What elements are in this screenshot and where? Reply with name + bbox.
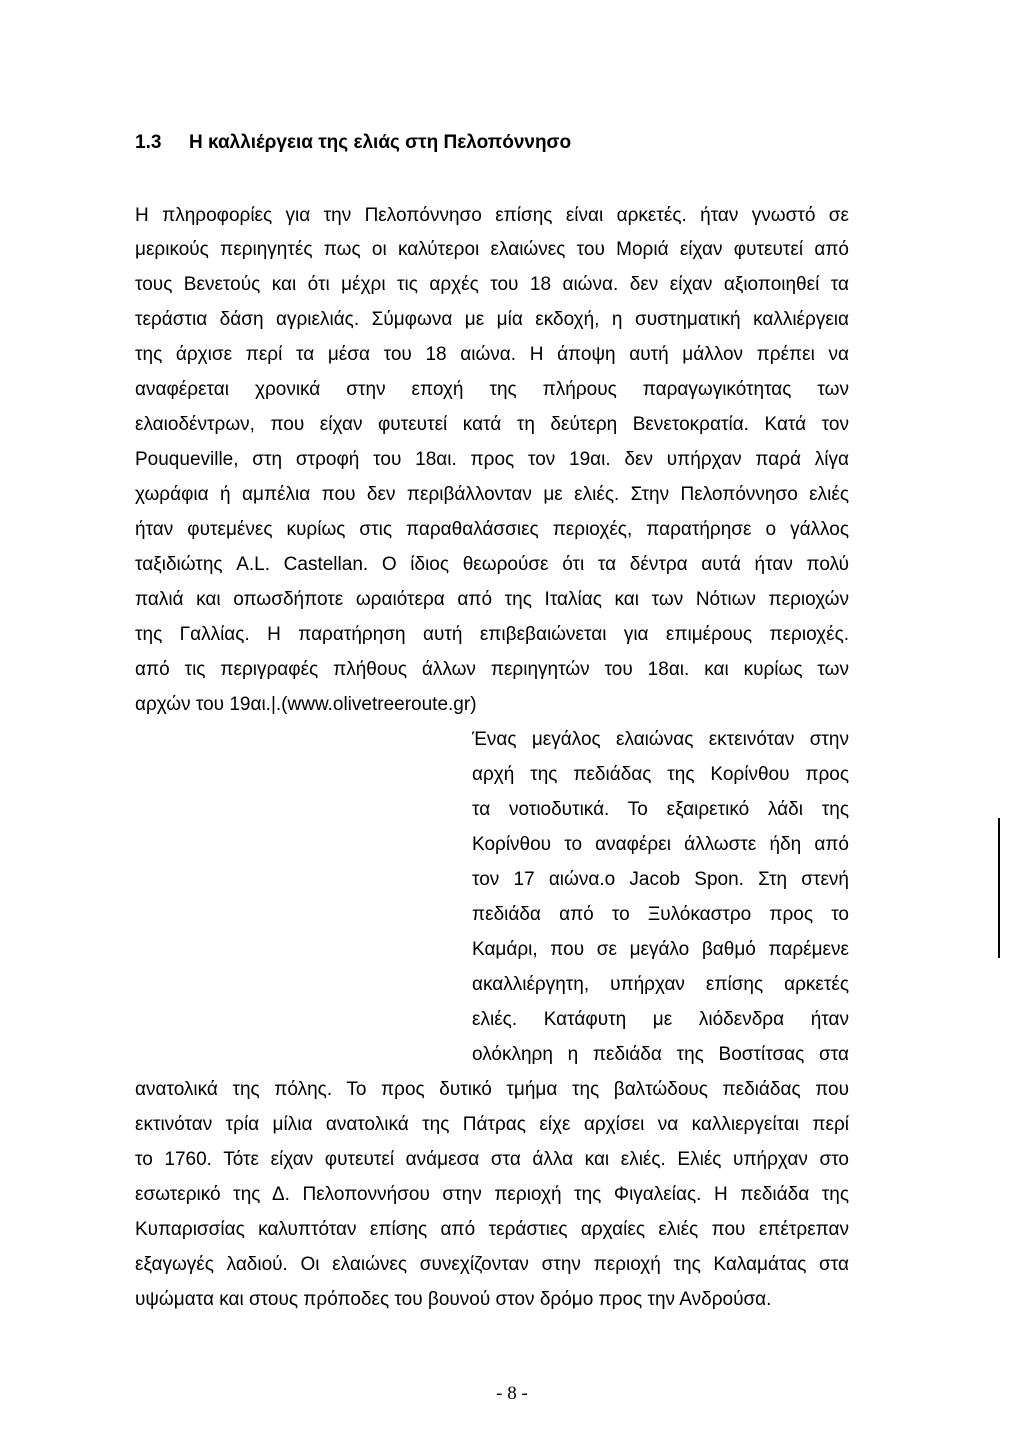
body-line: από τις περιγραφές πλήθους άλλων περιηγητών του 18αι. και κυρίως των [135, 659, 849, 680]
lower-line: εκτινόταν τρία μίλια ανατολικά της Πάτρας είχε αρχίσει να καλλιεργείται περί [135, 1114, 849, 1135]
right-column-line: πεδιάδα από το Ξυλόκαστρο προς το [472, 904, 849, 925]
lower-line: Κυπαρισσίας καλυπτόταν επίσης από τεράστιες αρχαίες ελιές που επέτρεπαν [135, 1219, 849, 1240]
right-column-line: αρχή της πεδιάδας της Κορίνθου προς [472, 764, 849, 785]
lower-line: υψώματα και στους πρόποδες του βουνού στον δρόμο προς την Ανδρούσα. [135, 1289, 772, 1310]
right-column-line: ελιές. Κατάφυτη με λιόδενδρα ήταν [472, 1009, 849, 1030]
right-column-line: Καμάρι, που σε μεγάλο βαθμό παρέμενε [472, 939, 849, 960]
body-line: χωράφια ή αμπέλια που δεν περιβάλλονταν με ελιές. Στην Πελοπόννησο ελιές [135, 484, 849, 505]
body-line: παλιά και οπωσδήποτε ωραιότερα από της Ιταλίας και των Νότιων περιοχών [135, 589, 849, 610]
body-line: αναφέρεται χρονικά στην εποχή της πλήρους παραγωγικότητας των [135, 379, 849, 400]
lower-line: εξαγωγές λαδιού. Οι ελαιώνες συνεχίζονταν στην περιοχή της Καλαμάτας στα [135, 1254, 849, 1275]
body-line: ταξιδιώτης A.L. Castellan. Ο ίδιος θεωρούσε ότι τα δέντρα αυτά ήταν πολύ [135, 554, 849, 575]
body-line: της Γαλλίας. Η παρατήρηση αυτή επιβεβαιώνεται για επιμέρους περιοχές. [135, 624, 849, 645]
body-line: αρχών του 19αι.|.(www.olivetreeroute.gr) [135, 694, 477, 715]
body-line: τεράστια δάση αγριελιάς. Σύμφωνα με μία εκδοχή, η συστηματική καλλιέργεια [135, 309, 849, 330]
margin-rule [998, 818, 1000, 958]
right-column-line: ακαλλιέργητη, υπήρχαν επίσης αρκετές [472, 974, 849, 995]
body-line: της άρχισε περί τα μέσα του 18 αιώνα. Η άποψη αυτή μάλλον πρέπει να [135, 344, 849, 365]
section-title: Η καλλιέργεια της ελιάς στη Πελοπόννησο [189, 132, 572, 153]
right-column-line: τον 17 αιώνα.ο Jacob Spon. Στη στενή [472, 869, 849, 890]
body-line: ήταν φυτεμένες κυρίως στις παραθαλάσσιες περιοχές, παρατήρησε ο γάλλος [135, 519, 849, 540]
body-line: Η πληροφορίες για την Πελοπόννησο επίσης είναι αρκετές. ήταν γνωστό σε [135, 205, 849, 226]
body-line: μερικούς περιηγητές πως οι καλύτεροι ελαιώνες του Μοριά είχαν φυτευτεί από [135, 239, 849, 260]
lower-line: ανατολικά της πόλης. Το προς δυτικό τμήμα της βαλτώδους πεδιάδας που [135, 1079, 849, 1100]
body-line: ελαιοδέντρων, που είχαν φυτευτεί κατά τη δεύτερη Βενετοκρατία. Κατά τον [135, 414, 849, 435]
right-column-line: ολόκληρη η πεδιάδα της Βοστίτσας στα [472, 1044, 849, 1065]
lower-line: το 1760. Τότε είχαν φυτευτεί ανάμεσα στα άλλα και ελιές. Ελιές υπήρχαν στο [135, 1149, 849, 1170]
right-column-line: τα νοτιοδυτικά. Το εξαιρετικό λάδι της [472, 799, 849, 820]
lower-line: εσωτερικό της Δ. Πελοποννήσου στην περιοχή της Φιγαλείας. Η πεδιάδα της [135, 1184, 849, 1205]
page-number: - 8 - [496, 1383, 528, 1404]
right-column-line: Ένας μεγάλος ελαιώνας εκτεινόταν στην [472, 729, 849, 750]
section-number: 1.3 [135, 132, 162, 153]
body-line: τους Βενετούς και ότι μέχρι τις αρχές του 18 αιώνα. δεν είχαν αξιοποιηθεί τα [135, 274, 849, 295]
body-line: Pouqueville, στη στροφή του 18αι. προς τον 19αι. δεν υπήρχαν παρά λίγα [135, 449, 849, 470]
right-column-line: Κορίνθου το αναφέρει άλλωστε ήδη από [472, 834, 849, 855]
